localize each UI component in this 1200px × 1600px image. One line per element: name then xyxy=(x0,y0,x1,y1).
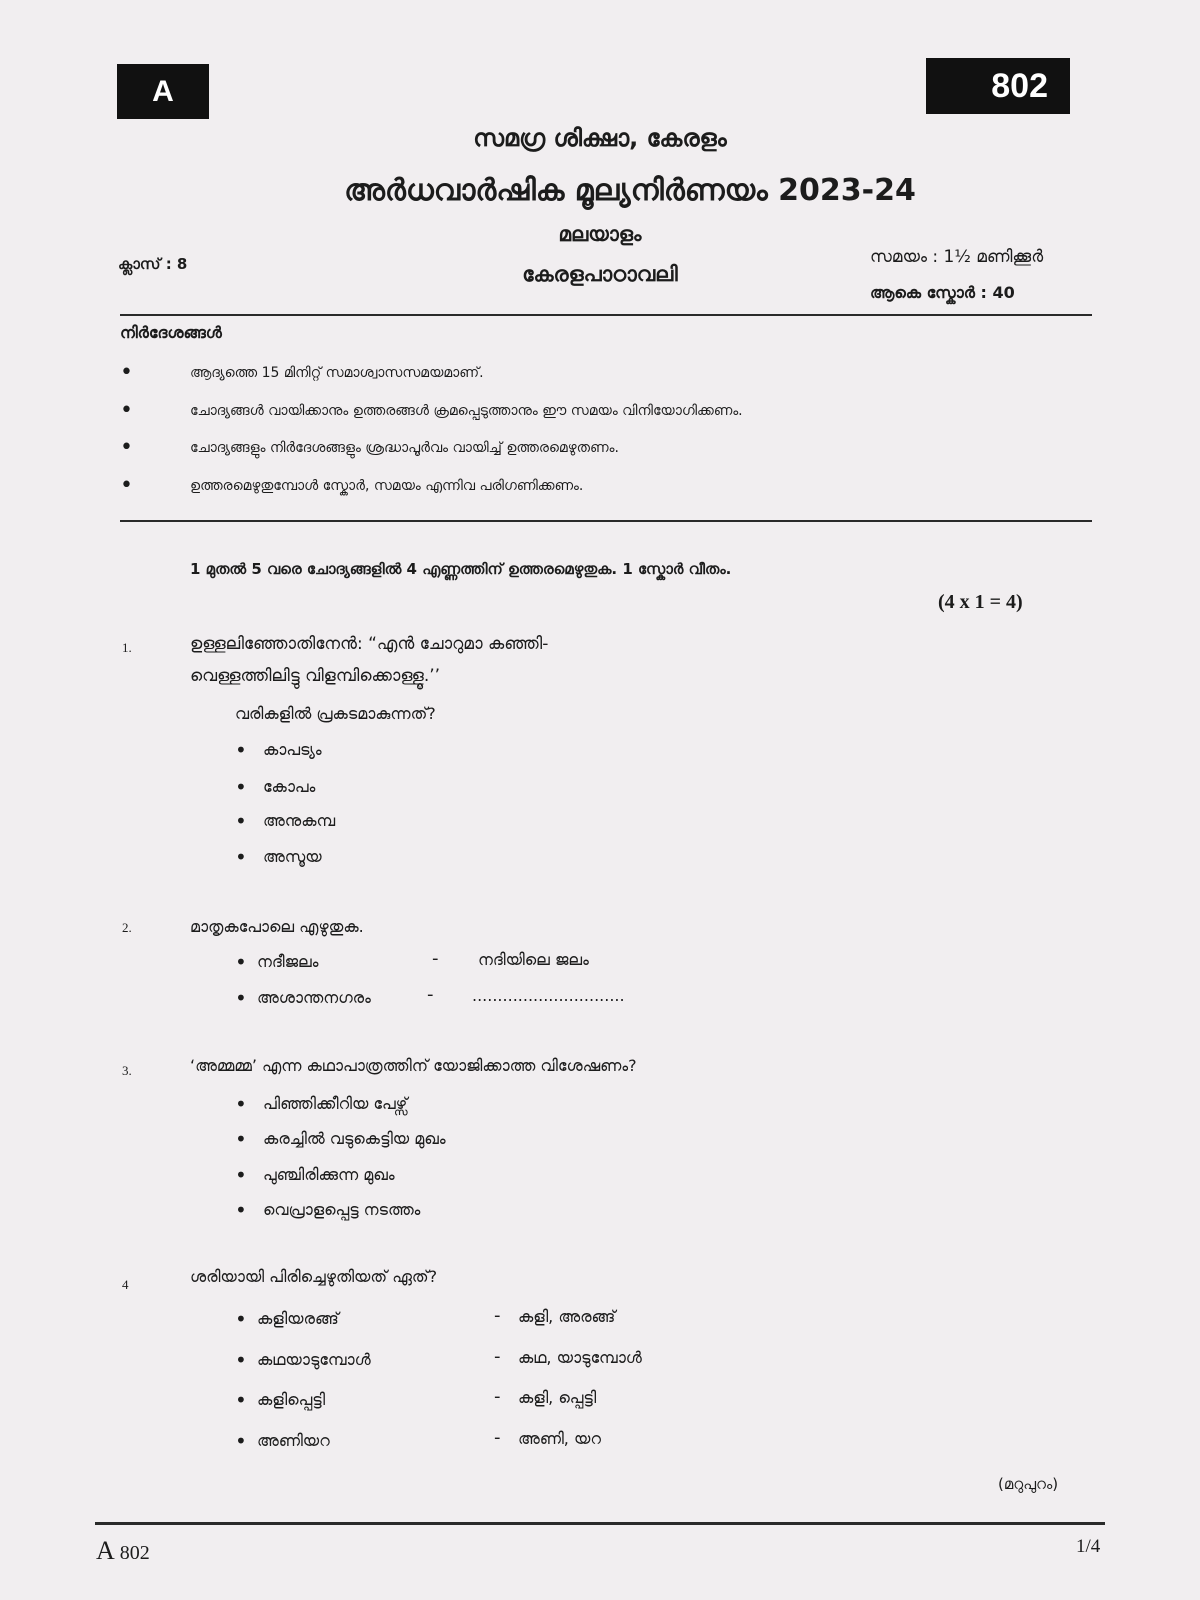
option-item xyxy=(235,1127,446,1151)
option-text: പിഞ്ഞിക്കീറിയ പേഴ്സ് xyxy=(263,1094,408,1113)
pair-left xyxy=(235,950,318,974)
subject-title: മലയാളം xyxy=(558,222,642,246)
instruction-text: ചോദ്യങ്ങൾ വായിക്കാനും ഉത്തരങ്ങൾ ക്രമപ്പെടുത്താനും ഈ സമയം വിനിയോഗിക്കണം. xyxy=(190,403,743,419)
bullet-icon: • xyxy=(235,1307,247,1331)
footer-code-number: 802 xyxy=(119,1542,150,1564)
bullet-icon: • xyxy=(235,1388,247,1412)
pair-left-text: കളിയരങ്ങ് xyxy=(257,1309,339,1328)
pair-right-text: നദിയിലെ ജലം xyxy=(478,950,589,969)
footer-divider xyxy=(95,1522,1105,1525)
pair-right-text: കഥ, യാടുമ്പോൾ xyxy=(518,1348,642,1367)
question-prompt: വരികളിൽ പ്രകടമാകുന്നത്? xyxy=(235,704,436,723)
instruction-item xyxy=(120,475,583,497)
paper-code-badge: 802 xyxy=(926,58,1070,114)
question-number: 1. xyxy=(122,640,132,655)
option-item xyxy=(235,738,322,762)
instruction-item xyxy=(120,400,743,422)
pair-left xyxy=(235,1348,371,1372)
bullet-icon: • xyxy=(235,950,247,974)
instructions-divider xyxy=(120,520,1092,522)
textbook-title: കേരളപാഠാവലി xyxy=(522,262,678,286)
pair-right-text: അണി, യറ xyxy=(518,1429,601,1448)
pair-left-text: കളിപ്പെട്ടി xyxy=(257,1390,326,1409)
page-number: 1/4 xyxy=(1076,1536,1101,1557)
option-text: പുഞ്ചിരിക്കുന്ന മുഖം xyxy=(263,1165,395,1184)
pair-left xyxy=(235,986,371,1010)
instruction-item xyxy=(120,437,619,459)
pair-dash: - xyxy=(494,1305,501,1326)
bullet-icon: • xyxy=(235,1198,247,1222)
class-label: ക്ലാസ് : 8 xyxy=(118,255,188,273)
set-code-badge: A xyxy=(117,64,209,119)
option-item xyxy=(235,1163,395,1187)
option-item xyxy=(235,775,315,799)
pair-left-text: അണിയറ xyxy=(257,1431,330,1450)
bullet-icon: • xyxy=(235,809,247,833)
pair-dash: - xyxy=(494,1386,501,1407)
total-score-label: ആകെ സ്കോർ : 40 xyxy=(870,283,1015,302)
instruction-text: ആദ്യത്തെ 15 മിനിറ്റ് സമാശ്വാസസമയമാണ്. xyxy=(190,365,484,381)
bullet-icon: • xyxy=(235,738,247,762)
question-text: ഉള്ളലിഞ്ഞോതിനേൻ: “എൻ ചോറുമാ കഞ്ഞി- xyxy=(190,634,549,654)
bullet-icon: • xyxy=(235,1127,247,1151)
pair-dash: - xyxy=(432,948,439,969)
bullet-icon: • xyxy=(120,473,133,498)
bullet-icon: • xyxy=(235,1348,247,1372)
section-marks: (4 x 1 = 4) xyxy=(938,591,1023,613)
pair-left xyxy=(235,1307,339,1331)
pair-left xyxy=(235,1388,325,1412)
header-divider xyxy=(120,314,1092,316)
option-item xyxy=(235,1092,407,1116)
footer-paper-code xyxy=(96,1536,150,1566)
answer-blank: .............................. xyxy=(472,986,625,1005)
option-item xyxy=(235,845,322,869)
bullet-icon: • xyxy=(235,986,247,1010)
bullet-icon: • xyxy=(235,1429,247,1453)
bullet-icon: • xyxy=(120,360,133,385)
option-item xyxy=(235,1198,420,1222)
instruction-text: ഉത്തരമെഴുതുമ്പോൾ സ്കോർ, സമയം എന്നിവ പരിഗണിക്കണം. xyxy=(190,478,584,494)
organization-title: സമഗ്ര ശിക്ഷാ, കേരളം xyxy=(473,124,727,152)
bullet-icon: • xyxy=(120,435,133,460)
pair-left-text: കഥയാടുമ്പോൾ xyxy=(257,1350,371,1369)
question-number: 3. xyxy=(122,1063,132,1078)
instruction-text: ചോദ്യങ്ങളും നിർദേശങ്ങളും ശ്രദ്ധാപൂർവം വായിച്ച് ഉത്തരമെഴുതണം. xyxy=(190,440,619,456)
option-text: അസൂയ xyxy=(263,847,322,866)
bullet-icon: • xyxy=(235,845,247,869)
question-number: 2. xyxy=(122,920,132,935)
question-text: മാതൃകപോലെ എഴുതുക. xyxy=(190,917,364,936)
pair-left xyxy=(235,1429,330,1453)
bullet-icon: • xyxy=(235,1163,247,1187)
bullet-icon: • xyxy=(235,1092,247,1116)
pair-dash: - xyxy=(494,1346,501,1367)
option-text: കാപട്യം xyxy=(263,740,322,759)
pair-left-text: നദീജലം xyxy=(257,952,319,971)
instructions-heading: നിർദേശങ്ങൾ xyxy=(120,323,222,342)
instruction-item xyxy=(120,362,484,384)
exam-title: അർധവാർഷിക മൂല്യനിർണയം 2023-24 xyxy=(344,173,916,208)
option-text: കരച്ചിൽ വടുകെട്ടിയ മുഖം xyxy=(263,1129,446,1148)
bullet-icon: • xyxy=(235,775,247,799)
question-number: 4 xyxy=(122,1277,129,1292)
option-text: കോപം xyxy=(263,777,316,796)
pair-right-text: കളി, അരങ്ങ് xyxy=(518,1307,616,1326)
question-text: ശരിയായി പിരിച്ചെഴുതിയത് ഏത്? xyxy=(190,1267,438,1286)
next-page-note: (മറുപുറം) xyxy=(998,1475,1059,1493)
time-label: സമയം : 1½ മണിക്കൂർ xyxy=(870,247,1044,267)
option-text: അനുകമ്പ xyxy=(263,811,336,830)
option-item xyxy=(235,809,335,833)
pair-dash: - xyxy=(494,1427,501,1448)
pair-dash: - xyxy=(427,984,434,1005)
question-text: ‘അമ്മമ്മ’ എന്ന കഥാപാത്രത്തിന് യോജിക്കാത്ത വിശേഷണം? xyxy=(190,1056,637,1075)
bullet-icon: • xyxy=(120,398,133,423)
pair-left-text: അശാന്തനഗരം xyxy=(257,988,371,1007)
option-text: വെപ്രാളപ്പെട്ട നടത്തം xyxy=(263,1200,421,1219)
section-heading: 1 മുതൽ 5 വരെ ചോദ്യങ്ങളിൽ 4 എണ്ണത്തിന് ഉത്തരമെഴുതുക. 1 സ്കോർ വീതം. xyxy=(190,560,732,578)
pair-right-text: കളി, പ്പെട്ടി xyxy=(518,1388,597,1407)
footer-code-letter: A xyxy=(96,1536,115,1565)
question-text: വെള്ളത്തിലിട്ടു വിളമ്പിക്കൊള്ളൂ.’’ xyxy=(190,666,441,686)
